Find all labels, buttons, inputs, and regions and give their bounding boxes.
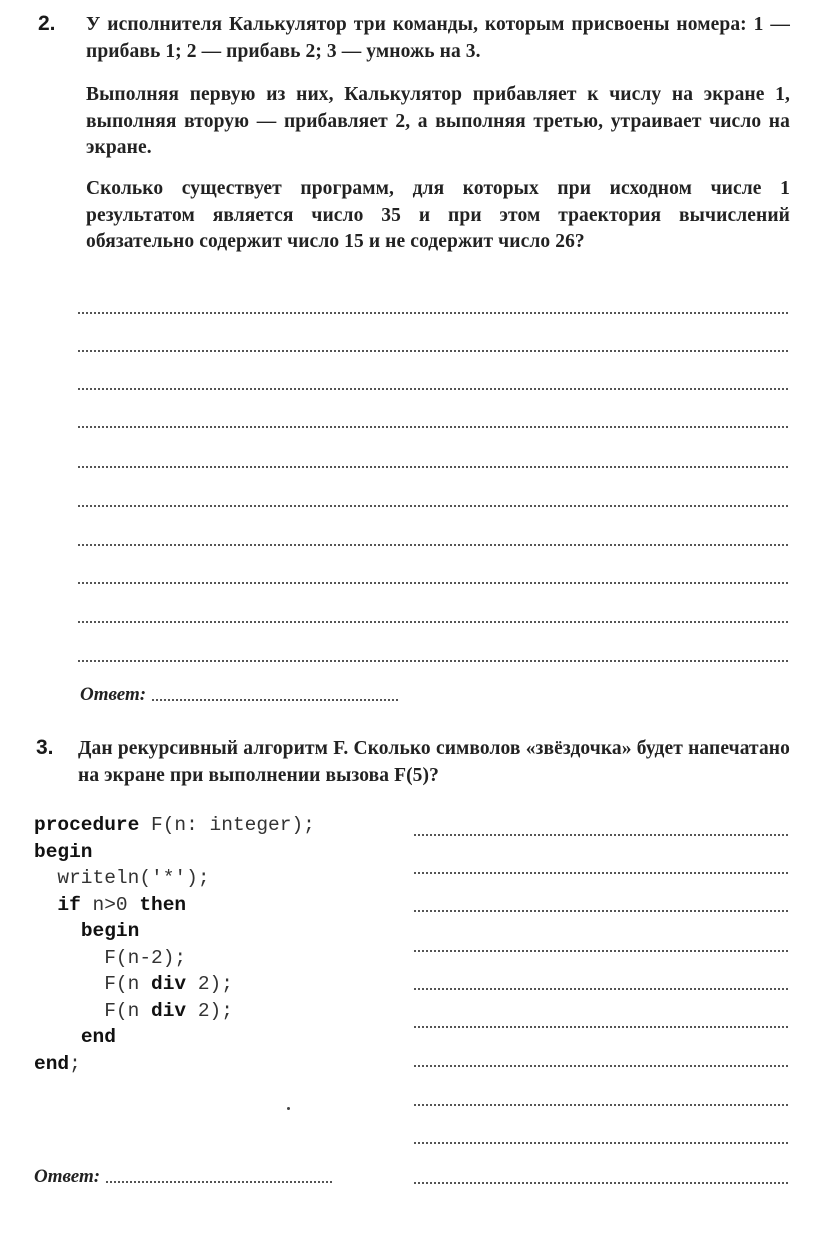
code-text: F(n: [34, 999, 152, 1022]
working-line[interactable]: [414, 910, 788, 912]
code-text: ;: [69, 1052, 81, 1075]
task-3-answer: [34, 1166, 332, 1188]
code-line: [34, 812, 315, 839]
task-2-number: 2.: [38, 12, 56, 35]
code-line: [34, 839, 315, 866]
code-keyword: div: [151, 973, 187, 995]
code-text: n>0: [80, 893, 140, 916]
working-line[interactable]: [414, 1142, 788, 1144]
code-keyword: procedure: [34, 814, 140, 836]
code-text: 2);: [186, 999, 233, 1022]
code-keyword: begin: [80, 920, 140, 942]
code-keyword: then: [139, 893, 187, 916]
code-keyword: end: [80, 1026, 116, 1048]
stray-ink-dot: [287, 1107, 290, 1110]
code-text: [34, 920, 81, 942]
working-line[interactable]: [414, 1182, 788, 1184]
code-text: writeln('*');: [34, 867, 210, 889]
answer-line[interactable]: [78, 544, 788, 546]
code-listing: [34, 812, 315, 1077]
code-line: [34, 892, 315, 919]
task-3-number: 3.: [36, 736, 54, 759]
answer-label: Ответ:: [80, 684, 147, 705]
answer-line[interactable]: [78, 312, 788, 314]
code-text: F(n: [34, 973, 152, 995]
code-line: [34, 1051, 315, 1078]
code-line: [34, 1024, 315, 1051]
code-text: [34, 894, 57, 916]
code-keyword: begin: [34, 840, 93, 863]
answer-line[interactable]: [78, 660, 788, 662]
answer-line[interactable]: [78, 466, 788, 468]
working-line[interactable]: [414, 1104, 788, 1106]
working-line[interactable]: [414, 1026, 788, 1028]
code-keyword: div: [151, 999, 187, 1022]
code-line: [34, 971, 315, 998]
code-text: F(n: integer);: [139, 814, 315, 836]
answer-line[interactable]: [78, 621, 788, 623]
task-2-answer: [80, 684, 398, 706]
answer-label: Ответ:: [34, 1166, 101, 1187]
answer-line[interactable]: [78, 426, 788, 428]
answer-line[interactable]: [78, 582, 788, 584]
code-text: [34, 1026, 81, 1048]
answer-line[interactable]: [78, 505, 788, 507]
code-keyword: end: [34, 1052, 70, 1075]
answer-line[interactable]: [78, 350, 788, 352]
answer-field[interactable]: [152, 699, 398, 701]
working-line[interactable]: [414, 834, 788, 836]
task-2-paragraph-1: У исполнителя Калькулятор три команды, которым присвоены номера: 1 — прибавь 1; 2 — прибавь 2; 3 — умножь на 3.: [86, 14, 790, 62]
working-line[interactable]: [414, 1065, 788, 1067]
working-line[interactable]: [414, 872, 788, 874]
task-2-paragraph-2: Выполняя первую из них, Калькулятор прибавляет к числу на экране 1, выполняя вторую — прибавляет 2, а выполняя третью, утраивает число на экране.: [86, 84, 790, 158]
working-line[interactable]: [414, 950, 788, 952]
code-line: [34, 918, 315, 945]
code-keyword: if: [57, 893, 81, 916]
code-line: [34, 865, 315, 892]
answer-field[interactable]: [106, 1181, 332, 1183]
task-2-paragraph-3: Сколько существует программ, для которых при исходном числе 1 результатом является число 35 и при этом траектория вычислений обязательно содержит число 15 и не содержит число 26?: [86, 178, 790, 252]
code-line: [34, 998, 315, 1025]
code-text: 2);: [186, 973, 233, 995]
working-line[interactable]: [414, 988, 788, 990]
code-text: F(n-2);: [34, 946, 187, 969]
task-3-paragraph: Дан рекурсивный алгоритм F. Сколько символов «звёздочка» будет напечатано на экране при выполнении вызова F(5)?: [78, 738, 790, 786]
answer-line[interactable]: [78, 388, 788, 390]
code-line: [34, 945, 315, 972]
